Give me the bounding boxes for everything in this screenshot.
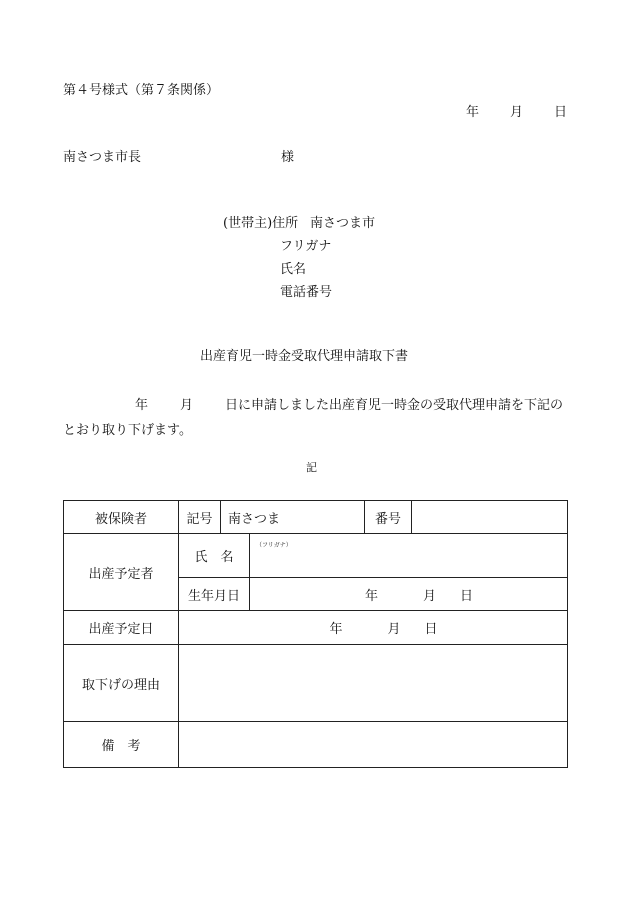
furigana-label: フリガナ [280, 239, 332, 254]
insured-label: 被保険者 [64, 501, 179, 534]
remarks-row [64, 722, 568, 768]
applicant-name-row [223, 263, 375, 286]
applicant-furigana-row [223, 240, 375, 263]
body-year: 年 [135, 398, 149, 413]
bango-field[interactable] [412, 501, 568, 534]
reason-label: 取下げの理由 [64, 645, 179, 722]
applicant-block [223, 217, 375, 309]
body-paragraph [63, 393, 568, 443]
birth-year: 年 [364, 588, 378, 604]
kigo-value[interactable]: 南さつま [221, 501, 365, 534]
name-label: 氏名 [280, 262, 307, 277]
shimei-label: 氏 名 [179, 534, 250, 578]
reason-row [64, 645, 568, 722]
due-month: 月 [387, 622, 401, 637]
remarks-field[interactable] [179, 722, 568, 768]
address-label: (世帯主)住所 [223, 216, 299, 231]
due-day: 日 [424, 622, 438, 637]
body-text: 日に申請しました出産育児一時金の受取代理申請を下記のとおり取り下げます。 [63, 398, 564, 438]
body-month: 月 [180, 398, 194, 413]
document-title: 出産育児一時金受取代理申請取下書 [200, 349, 409, 364]
phone-label: 電話番号 [280, 285, 333, 300]
form-code: 第４号様式（第７条関係） [63, 83, 220, 98]
submission-date [466, 106, 567, 119]
birthdate-field[interactable] [250, 578, 568, 611]
bango-label: 番号 [365, 501, 412, 534]
addressee-honorific: 様 [281, 150, 295, 165]
date-month: 月 [510, 105, 524, 120]
addressee-name: 南さつま市長 [63, 150, 142, 165]
reason-field[interactable] [179, 645, 568, 722]
furigana-small-label: （フリガナ） [256, 542, 292, 549]
expectant-label: 出産予定者 [64, 534, 179, 611]
date-day: 日 [554, 105, 568, 120]
expectant-name-field[interactable] [250, 534, 568, 578]
birthdate-label: 生年月日 [179, 578, 250, 611]
due-date-field[interactable] [179, 611, 568, 645]
address-value: 南さつま市 [310, 216, 376, 231]
due-year: 年 [329, 622, 343, 637]
remarks-label: 備 考 [64, 722, 179, 768]
kigo-label: 記号 [179, 501, 221, 534]
withdrawal-form-table [63, 500, 568, 768]
birth-day: 日 [459, 588, 473, 604]
due-date-row [64, 611, 568, 645]
applicant-address-row [223, 217, 375, 240]
date-year: 年 [466, 105, 480, 120]
ki-mark: 記 [306, 461, 317, 474]
insured-row [64, 501, 568, 534]
expectant-name-row [64, 534, 568, 578]
applicant-phone-row [223, 286, 375, 309]
birth-month: 月 [422, 588, 436, 604]
due-date-label: 出産予定日 [64, 611, 179, 645]
